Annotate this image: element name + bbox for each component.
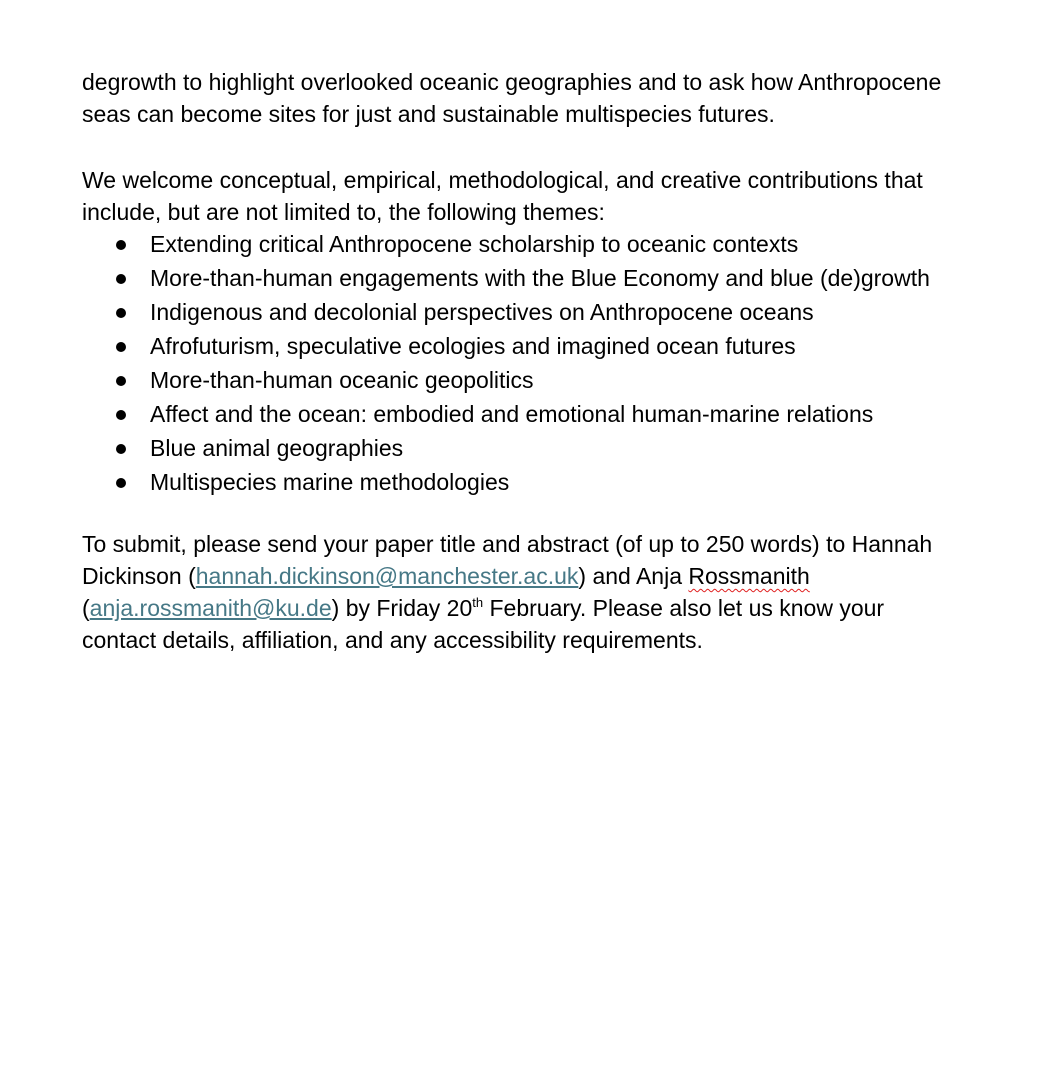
bullet-icon (116, 308, 126, 318)
bullet-icon (116, 444, 126, 454)
submit-text: ( (82, 595, 90, 621)
bullet-icon (116, 478, 126, 488)
list-item (82, 432, 962, 464)
list-item (82, 398, 962, 430)
list-item-text: More-than-human engagements with the Blue Economy and blue (de)growth (150, 265, 930, 291)
bullet-icon (116, 342, 126, 352)
list-item (82, 296, 962, 328)
ordinal-suffix: th (472, 595, 484, 610)
list-item (82, 262, 962, 294)
submit-text: To submit, please send your paper title and abstract (of up to 250 words) to Hannah Dickinson ( (82, 531, 933, 589)
document-page (82, 66, 962, 656)
paragraph-gap (82, 500, 962, 528)
list-item-text: Indigenous and decolonial perspectives on Anthropocene oceans (150, 299, 814, 325)
welcome-paragraph: We welcome conceptual, empirical, methodological, and creative contributions that include, but are not limited to, the following themes: (82, 167, 923, 225)
list-item (82, 330, 962, 362)
email-link-hannah[interactable]: hannah.dickinson@manchester.ac.uk (195, 563, 579, 589)
list-item-text: Multispecies marine methodologies (150, 469, 510, 495)
submit-paragraph (82, 528, 962, 656)
bullet-icon (116, 410, 126, 420)
submit-text: February. Please also let us know your contact details, affiliation, and any accessibility requirements. (82, 595, 885, 653)
list-item (82, 364, 962, 396)
bullet-icon (116, 240, 126, 250)
bullet-icon (116, 274, 126, 284)
list-item (82, 228, 962, 260)
list-item-text: Extending critical Anthropocene scholarship to oceanic contexts (150, 231, 799, 257)
email-link-anja[interactable]: anja.rossmanith@ku.de (89, 595, 332, 621)
themes-list (82, 228, 962, 498)
intro-paragraph: degrowth to highlight overlooked oceanic geographies and to ask how Anthropocene seas can become sites for just and sustainable multispecies futures. (82, 69, 942, 127)
list-item (82, 466, 962, 498)
submit-text: ) and Anja (578, 563, 689, 589)
list-item-text: Affect and the ocean: embodied and emotional human-marine relations (150, 401, 874, 427)
list-item-text: Afrofuturism, speculative ecologies and imagined ocean futures (150, 333, 796, 359)
bullet-icon (116, 376, 126, 386)
list-item-text: More-than-human oceanic geopolitics (150, 367, 534, 393)
spellcheck-word[interactable]: Rossmanith (688, 563, 810, 589)
list-item-text: Blue animal geographies (150, 435, 404, 461)
paragraph-gap (82, 130, 962, 164)
submit-text: ) by Friday 20 (331, 595, 473, 621)
